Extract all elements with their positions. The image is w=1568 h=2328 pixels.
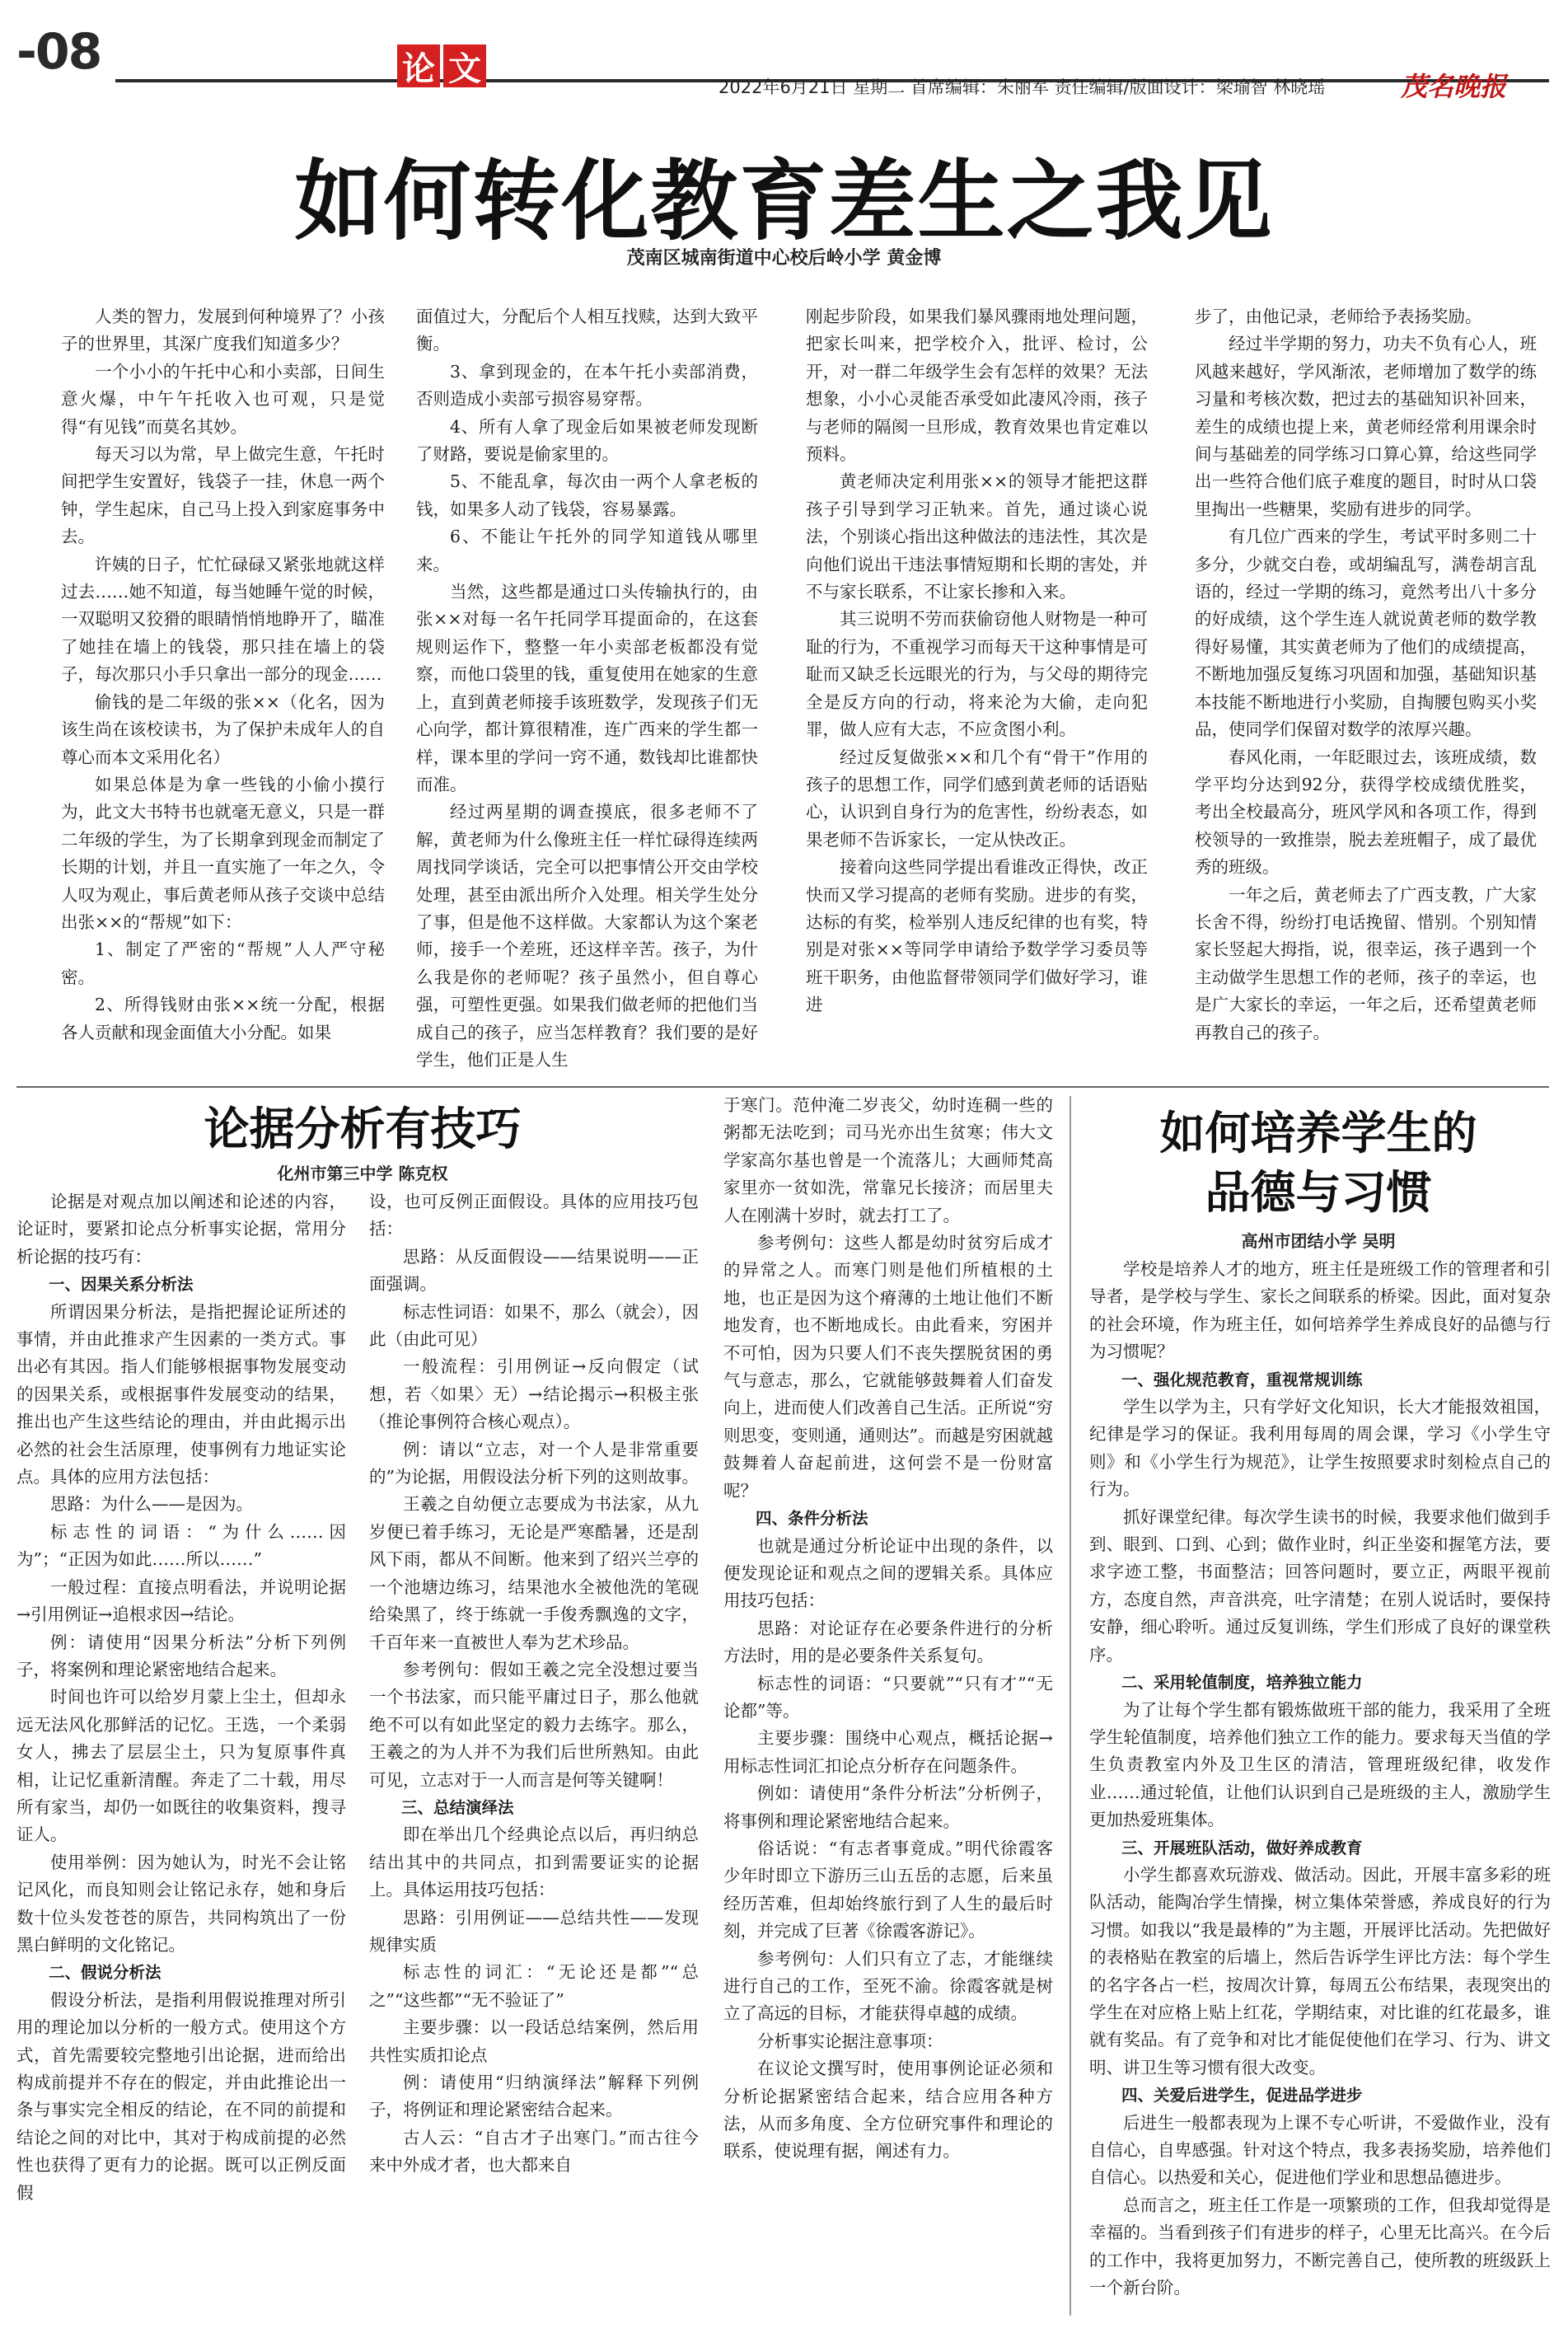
paragraph: 俗话说：“有志者事竟成。”明代徐霞客少年时即立下游历三山五岳的志愿，后来虽经历苦难，但却始终旅行到了人生的最后时刻，并完成了巨著《徐霞客游记》。 — [723, 1838, 1053, 1942]
paragraph: 例：请以“立志，对一个人是非常重要的”为论据，用假设法分析下列的这则故事。 — [369, 1439, 699, 1487]
paragraph: 例如：请使用“条件分析法”分析例子，将事例和理论紧密地结合起来。 — [723, 1783, 1053, 1831]
paragraph: 王羲之自幼便立志要成为书法家，从九岁便已着手练习，无论是严寒酷暑，还是刮风下雨，都从不间断。他来到了绍兴兰亭的一个池塘边练习，结果池水全被他洗的笔砚给染黑了，终于练就一手俊秀飘逸的文字，千百年来一直被世人奉为艺术珍品。 — [369, 1494, 699, 1652]
section-divider — [16, 1086, 1549, 1088]
paragraph: 春风化雨，一年眨眼过去，该班成绩，数学平均分达到92分，获得学校成绩优胜奖，考出全校最高分，班风学风和各项工作，得到校领导的一致推崇，脱去差班帽子，成了最优秀的班级。 — [1195, 747, 1537, 878]
paragraph: 分析事实论据注意事项： — [757, 2031, 943, 2051]
paragraph: 一年之后，黄老师去了广西支教，广大家长舍不得，纷纷打电话挽留、惜别。个别知情家长竖起大拇指，说，很幸运，孩子遇到一个主动做学生思想工作的老师，孩子的幸运，也是广大家长的幸运，一年之后，还希望黄老师再教自己的孩子。 — [1195, 884, 1537, 1042]
article2-column — [723, 1092, 1053, 2166]
section-heading: 二、假说分析法 — [49, 1963, 161, 1983]
paragraph: 2、所得钱财由张××统一分配，根据各人贡献和现金面值大小分配。如果 — [61, 995, 385, 1042]
main-article-column — [806, 303, 1148, 1019]
paragraph: 例：请使用“归纳演绎法”解释下列例子，将例证和理论紧密结合起来。 — [369, 2073, 699, 2120]
paragraph: 学校是培养人才的地方，班主任是班级工作的管理者和引导者，是学校与学生、家长之间联系的桥梁。因此，面对复杂的社会环境，作为班主任，如何培养学生养成良好的品德与行为习惯呢？ — [1089, 1259, 1551, 1362]
page-number: -08 — [16, 23, 101, 81]
article2-byline: 化州市第三中学 陈克权 — [277, 1164, 448, 1183]
section-heading: 四、关爱后进学生，促进品学进步 — [1121, 2086, 1363, 2106]
section-tag-char: 论 — [397, 44, 440, 87]
paragraph: 4、所有人拿了现金后如果被老师发现断了财路，要说是偷家里的。 — [416, 416, 758, 465]
paragraph: 标志性的词语：“只要就”“只有才”“无论都”等。 — [723, 1673, 1053, 1721]
paragraph: 经过两星期的调查摸底，很多老师不了解，黄老师为什么像班主任一样忙碌得连续两周找同学谈话，完全可以把事情公开交由学校处理，甚至由派出所介入处理。相关学生处分了事，但是他不这样做。大家都认为这个案老师，接手一个差班，还这样辛苦。孩子，为什么我是你的老师呢？孩子虽然小，但自尊心强，可塑性更强。如果我们做老师的把他们当成自己的孩子，应当怎样教育？我们要的是好学生，他们正是人生 — [416, 802, 758, 1070]
paragraph: 6、不能让午托外的同学知道钱从哪里来。 — [416, 527, 758, 574]
paragraph: 抓好课堂纪律。每次学生读书的时候，我要求他们做到手到、眼到、口到、心到；做作业时，纠正坐姿和握笔方法，要求字迹工整，书面整洁；回答问题时，要立正，两眼平视前方，态度自然，声音洪亮，吐字清楚；在别人说话时，要保持安静，细心聆听。通过反复训练，学生们形成了良好的课堂秩序。 — [1089, 1506, 1551, 1665]
paragraph: 例：请使用“因果分析法”分析下列例子，将案例和理论紧密地结合起来。 — [16, 1632, 346, 1679]
paragraph: 参考例句：人们只有立了志，才能继续进行自己的工作，至死不渝。徐霞客就是树立了高远的目标，才能获得卓越的成绩。 — [723, 1948, 1053, 2024]
section-tag — [397, 44, 486, 87]
paper-logo: 茂名晚报 — [1401, 71, 1507, 102]
column-divider — [1070, 1096, 1071, 2316]
paragraph: 一般流程：引用例证→反向假定（试想，若〈如果〉无）→结论揭示→积极主张（推论事例符合核心观点）。 — [369, 1356, 699, 1432]
main-article-byline: 茂南区城南街道中心校后岭小学 黄金博 — [626, 248, 942, 269]
article3-title-line2: 品德与习惯 — [1205, 1166, 1432, 1219]
main-article-title: 如何转化教育差生之我见 — [294, 151, 1274, 252]
paragraph: 黄老师决定利用张××的领导才能把这群孩子引导到学习正轨来。首先，通过谈心说法，个别谈心指出这种做法的违法性，其次是向他们说出干违法事情短期和长期的害处，并不与家长联系，不让家长掺和入来。 — [806, 471, 1148, 602]
paragraph: 当然，这些都是通过口头传输执行的，由张××对每一名午托同学耳提面命的，在这套规则运作下，整整一年小卖部老板都没有觉察，而他口袋里的钱，重复使用在她家的生意上，直到黄老师接手该班数学，发现孩子们无心向学，都计算很精准，连广西来的学生都一样，课本里的学问一窍不通，数钱却比谁都快而准。 — [416, 582, 758, 794]
article3-byline: 高州市团结小学 吴明 — [1241, 1231, 1396, 1251]
paragraph: 1、制定了严密的“帮规”人人严守秘密。 — [61, 939, 385, 987]
paragraph: 时间也许可以给岁月蒙上尘土，但却永远无法风化那鲜活的记忆。王选，一个柔弱女人，拂去了层层尘土，只为复原事件真相，让记忆重新清醒。奔走了二十载，用尽所有家当，却仍一如既往的收集资料，搜寻证人。 — [16, 1687, 346, 1845]
paragraph: 思路：为什么——是因为。 — [50, 1494, 253, 1515]
paragraph: 5、不能乱拿，每次由一两个人拿老板的钱，如果多人动了钱袋，容易暴露。 — [416, 471, 758, 519]
paragraph: 思路：从反面假设——结果说明——正面强调。 — [369, 1246, 699, 1295]
paragraph: 标志性的词汇：“无论还是都”“总之”“这些都”“无不验证了” — [369, 1962, 699, 2010]
paragraph: 每天习以为常，早上做完生意，午托时间把学生安置好，钱袋子一挂，休息一两个钟，学生起床，自己马上投入到家庭事务中去。 — [61, 444, 385, 547]
paragraph: 为了让每个学生都有锻炼做班干部的能力，我采用了全班学生轮值制度，培养他们独立工作的能力。要求每天当值的学生负责教室内外及卫生区的清洁，管理班级纪律，收发作业……通过轮值，让他们认识到自己是班级的主人，激励学生更加热爱班集体。 — [1089, 1699, 1551, 1830]
paragraph: 即在举出几个经典论点以后，再归纳总结出其中的共同点，扣到需要证实的论据上。具体运用技巧包括： — [369, 1824, 699, 1900]
section-heading: 三、总结演绎法 — [401, 1797, 514, 1817]
paragraph: 思路：对论证存在必要条件进行的分析方法时，用的是必要条件关系复句。 — [723, 1618, 1053, 1666]
paragraph: 于寒门。范仲淹二岁丧父，幼时连稠一些的粥都无法吃到；司马光亦出生贫寒；伟大文学家高尔基也曾是一个流落儿；大画师梵高家里亦一贫如洗，常靠兄长接济；而居里夫人在刚满十岁时，就去打工了。 — [723, 1095, 1053, 1225]
article3-body — [1089, 1256, 1551, 2302]
paragraph: 经过反复做张××和几个有“骨干”作用的孩子的思想工作，同学们感到黄老师的话语贴心，认识到自身行为的危害性，纷纷表态，如果老师不告诉家长，一定从快改正。 — [806, 747, 1148, 850]
paragraph: 主要步骤：围绕中心观点，概括论据→用标志性词汇扣论点分析存在问题条件。 — [723, 1728, 1053, 1776]
section-heading: 四、条件分析法 — [756, 1509, 868, 1529]
main-article-column — [416, 303, 758, 1074]
paragraph: 一个小小的午托中心和小卖部，日间生意火爆，中午午托收入也可观，只是觉得“有见钱”而莫名其妙。 — [61, 361, 385, 437]
paragraph: 许姨的日子，忙忙碌碌又紧张地就这样过去……她不知道，每当她睡午觉的时候，一双聪明又狡猾的眼睛悄悄地睁开了，瞄准了她挂在墙上的钱袋，那只挂在墙上的袋子，每次那只小手只拿出一部分的现金…… — [61, 554, 385, 685]
paragraph: 设，也可反例正面假设。具体的应用技巧包括： — [369, 1192, 699, 1239]
paragraph: 假设分析法，是指利用假说推理对所引用的理论加以分析的一般方式。使用这个方式，首先需要较完整地引出论据，进而给出构成前提并不存在的假定，并由此推论出一条与事实完全相反的结论，在不同的前提和结论之间的对比中，其对于构成前提的必然性也获得了更有力的论据。既可以正例反面假 — [16, 1989, 346, 2203]
paragraph: 有几位广西来的学生，考试平时多则二十多分，少就交白卷，或胡编乱写，满卷胡言乱语的，经过一学期的练习，竟然考出八十多分的好成绩，这个学生连人就说黄老师的数学教得好易懂，其实黄老师为了他们的成绩提高，不断地加强反复练习巩固和加强，基础知识基本技能不断地进行小奖励，自掏腰包购买小奖品，使同学们保留对数学的浓厚兴趣。 — [1195, 527, 1537, 740]
paragraph: 后进生一般都表现为上课不专心听讲，不爱做作业，没有自信心，自卑感强。针对这个特点，我多表扬奖励，培养他们自信心。以热爱和关心，促进他们学业和思想品德进步。 — [1089, 2112, 1551, 2188]
paragraph: 参考例句：假如王羲之完全没想过要当一个书法家，而只能平庸过日子，那么他就绝不可以有如此坚定的毅力去练字。那么，王羲之的为人并不为我们后世所熟知。由此可见，立志对于一人而言是何等关键啊！ — [369, 1659, 699, 1790]
paragraph: 在议论文撰写时，使用事例论证必须和分析论据紧密结合起来，结合应用各种方法，从而多角度、全方位研究事件和理论的联系，使说理有据，阐述有力。 — [723, 2059, 1053, 2162]
paragraph: 步了，由他记录，老师给予表扬奖励。 — [1195, 307, 1482, 326]
paragraph: 人类的智力，发展到何种境界了？小孩子的世界里，其深广度我们知道多少？ — [61, 307, 385, 354]
paragraph: 接着向这些同学提出看谁改正得快，改正快而又学习提高的老师有奖励。进步的有奖，达标的有奖，检举别人违反纪律的也有奖，特别是对张××等同学申请给予数学学习委员等班干职务，由他监督带领同学们做好学习，谁进 — [806, 857, 1148, 1015]
masthead-info: 2022年6月21日 星期二 首席编辑：朱丽军 责任编辑/版面设计：梁瑜智 林晓瑶 — [718, 77, 1326, 97]
paragraph: 论据是对观点加以阐述和论述的内容，论证时，要紧扣论点分析事实论据，常用分析论据的技巧有： — [16, 1192, 346, 1267]
paragraph: 思路：引用例证——总结共性——发现规律实质 — [369, 1907, 699, 1955]
article2-column — [369, 1188, 699, 2180]
paragraph: 学生以学为主，只有学好文化知识，长大才能报效祖国，纪律是学习的保证。我利用每周的周会课，学习《小学生守则》和《小学生行为规范》，让学生按照要求时刻检点自己的行为。 — [1089, 1397, 1551, 1500]
main-article-column — [1195, 303, 1537, 1047]
section-tag-char: 文 — [443, 44, 486, 87]
article2-column — [16, 1188, 346, 2207]
paragraph: 如果总体是为拿一些钱的小偷小摸行为，此文大书特书也就毫无意义，只是一群二年级的学生，为了长期拿到现金而制定了长期的计划，并且一直实施了一年之久，令人叹为观止，事后黄老师从孩子交谈中总结出张××的“帮规”如下： — [61, 774, 385, 932]
article2-title: 论据分析有技巧 — [204, 1103, 522, 1155]
paragraph: 总而言之，班主任工作是一项繁琐的工作，但我却觉得是幸福的。当看到孩子们有进步的样子，心里无比高兴。在今后的工作中，我将更加努力，不断完善自己，使所教的班级跃上一个新台阶。 — [1089, 2195, 1551, 2298]
paragraph: 偷钱的是二年级的张××（化名，因为该生尚在该校读书，为了保护未成年人的自尊心而本文采用化名） — [61, 691, 385, 767]
paragraph: 也就是通过分析论证中出现的条件，以便发现论证和观点之间的逻辑关系。具体应用技巧包括： — [723, 1535, 1053, 1611]
paragraph: 经过半学期的努力，功夫不负有心人，班风越来越好，学风渐浓，老师增加了数学的练习量和考核次数，把过去的基础知识补回来，差生的成绩也提上来，黄老师经常利用课余时间与基础差的同学练习口算心算，给这些同学出一些符合他们底子难度的题目，时时从口袋里掏出一些糖果，奖励有进步的同学。 — [1195, 334, 1537, 519]
paragraph: 其三说明不劳而获偷窃他人财物是一种可耻的行为，不重视学习而每天干这种事情是可耻而又缺乏长远眼光的行为，与父母的期待完全是反方向的行动，将来沦为大偷，走向犯罪，做人应有大志，不应贪图小利。 — [806, 609, 1148, 740]
paragraph: 所谓因果分析法，是指把握论证所述的事情，并由此推求产生因素的一类方式。事出必有其因。指人们能够根据事物发展变动的因果关系，或根据事件发展变动的结果，推出也产生这些结论的理由，并由此揭示出必然的社会生活原理，使事例有力地证实论点。具体的应用方法包括： — [16, 1301, 346, 1487]
paragraph: 参考例句：这些人都是幼时贫穷后成才的异常之人。而寒门则是他们所植根的土地，也正是因为这个瘠薄的土地让他们不断地发育，也不断地成长。由此看来，穷困并不可怕，因为只要人们不丧失摆脱贫困的勇气与意志，那么，它就能够鼓舞着人们奋发向上，进而使人们改善自己生活。正所说“穷则思变，变则通，通则达”。而越是穷困就越鼓舞着人奋起前进，这何尝不是一份财富呢？ — [723, 1233, 1053, 1501]
paragraph: 标志性词语：如果不，那么（就会），因此（由此可见） — [369, 1301, 699, 1350]
main-article-column — [61, 303, 385, 1047]
section-heading: 二、采用轮值制度，培养独立能力 — [1121, 1673, 1363, 1693]
paragraph: 标志性的词语：“为什么……因为”；“正因为如此……所以……” — [16, 1521, 346, 1570]
paragraph: 主要步骤：以一段话总结案例，然后用共性实质扣论点 — [369, 2017, 699, 2065]
paragraph: 使用举例：因为她认为，时光不会让铭记风化，而良知则会让铭记永存，她和身后数十位头发苍苍的原告，共同构筑出了一份黑白鲜明的文化铭记。 — [16, 1852, 346, 1955]
paragraph: 古人云：“自古才子出寒门。”而古往今来中外成才者，也大都来自 — [369, 2127, 699, 2176]
section-heading: 一、强化规范教育，重视常规训练 — [1121, 1370, 1363, 1389]
paragraph: 一般过程：直接点明看法，并说明论据→引用例证→追根求因→结论。 — [16, 1576, 346, 1625]
article3-title-line1: 如何培养学生的 — [1159, 1107, 1477, 1159]
section-heading: 三、开展班队活动，做好养成教育 — [1121, 1838, 1363, 1857]
paragraph: 小学生都喜欢玩游戏、做活动。因此，开展丰富多彩的班队活动，能陶冶学生情操，树立集体荣誉感，养成良好的行为习惯。如我以“我是最棒的”为主题，开展评比活动。先把做好的表格贴在教室的后墙上，然后告诉学生评比方法：每个学生的名字各占一栏，按周次计算，每周五公布结果，表现突出的学生在对应格上贴上红花，学期结束，对比谁的红花最多，谁就有奖品。有了竞争和对比才能促使他们在学习、行为、讲文明、讲卫生等习惯有很大改变。 — [1089, 1864, 1551, 2077]
paragraph: 面值过大，分配后个人相互找赎，达到大致平衡。 — [416, 307, 758, 354]
paragraph: 3、拿到现金的，在本午托小卖部消费，否则造成小卖部亏损容易穿帮。 — [416, 361, 758, 410]
section-heading: 一、因果关系分析法 — [49, 1275, 194, 1295]
paragraph: 刚起步阶段，如果我们暴风骤雨地处理问题，把家长叫来，把学校介入，批评、检讨，公开，对一群二年级学生会有怎样的效果？无法想象，小小心灵能否承受如此凄风冷雨，孩子与老师的隔阂一旦形成，教育效果也肯定难以预料。 — [806, 307, 1148, 465]
